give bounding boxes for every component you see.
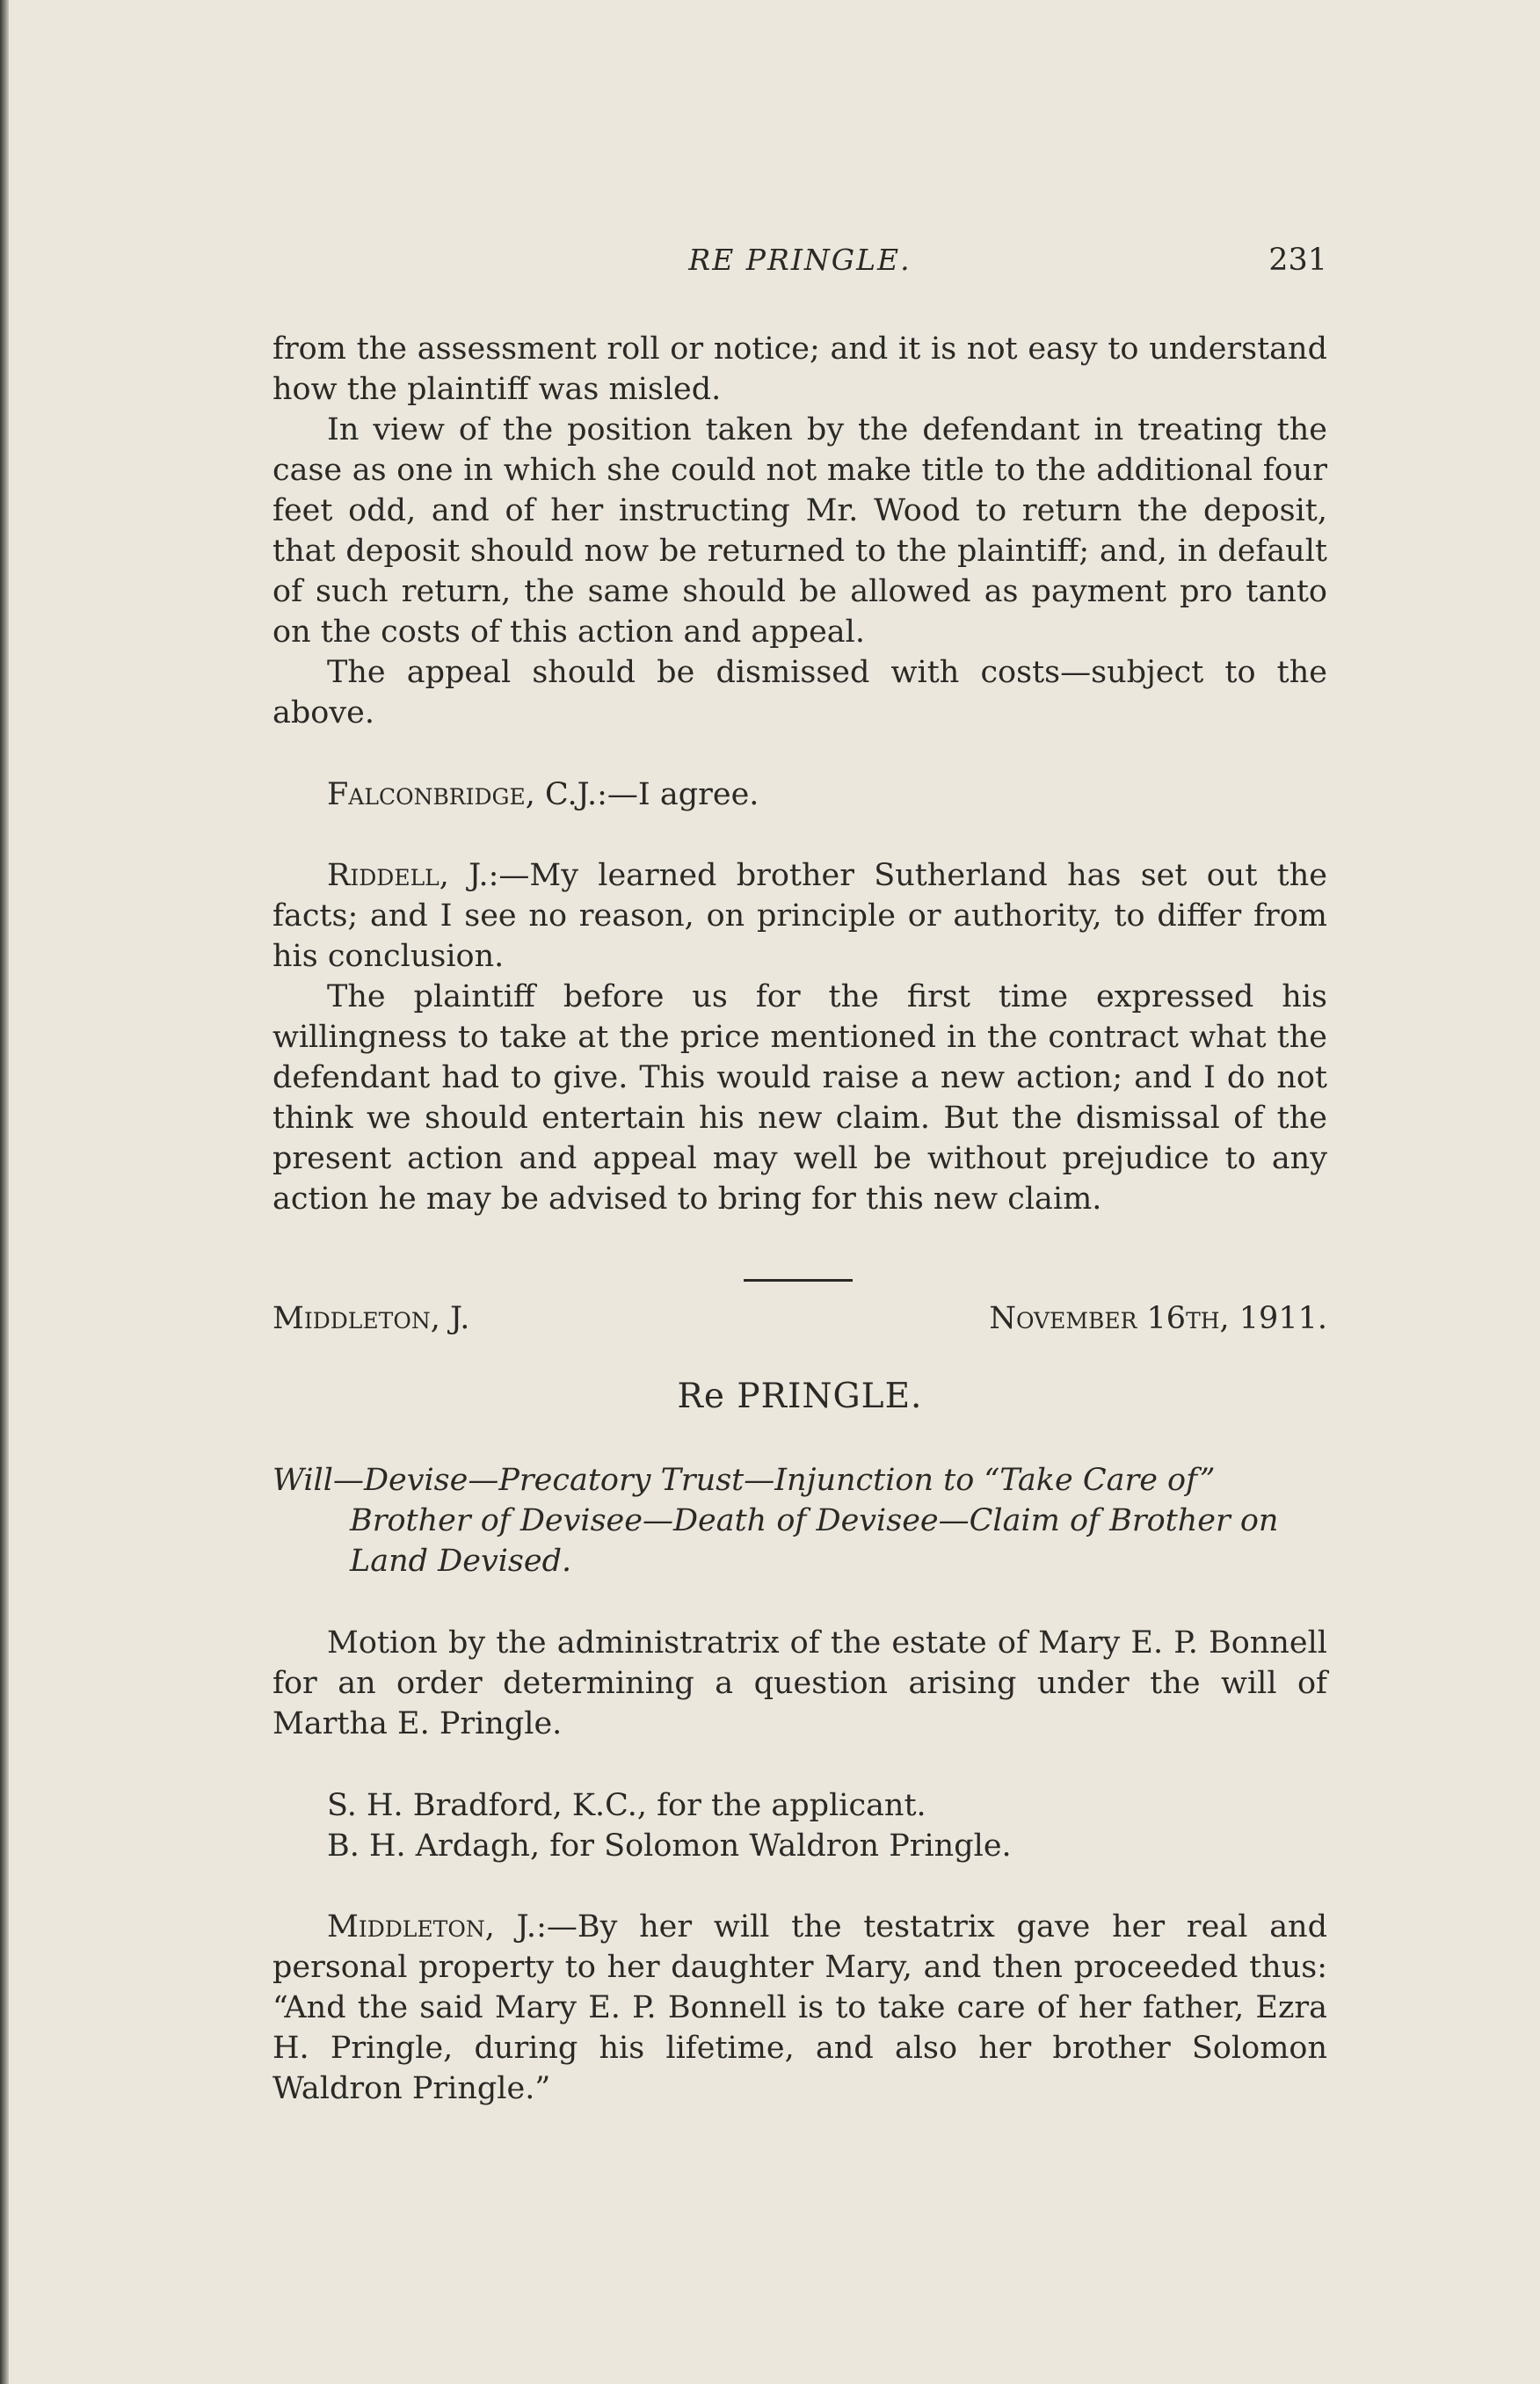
running-head: RE PRINGLE.: [688, 243, 912, 277]
case-dateline: [272, 1301, 1327, 1345]
motion-paragraph: Motion by the administratrix of the estate of Mary E. P. Bonnell for an order determining a question arising under the will of Martha E. Pringle.: [272, 1625, 1327, 1741]
falconbridge-text: :—I agree.: [597, 777, 759, 812]
case-judge: Middleton, J.: [272, 1301, 470, 1336]
opinion-continuation: [272, 329, 1327, 733]
riddell-text: :—My learned brother Sutherland has set out the facts; and I see no reason, on principle or authority, to differ from his conclusion.: [272, 858, 1327, 974]
counsel-list: [327, 1785, 1012, 1866]
falconbridge-opinion: [272, 774, 1327, 815]
paragraph-deposit: In view of the position taken by the defendant in treating the case as one in which she could not make title to the additional four feet odd, and of her instructing Mr. Wood to return the deposit, that deposit should now be returned to the plaintiff; and, in default of such return, the same should be allowed as payment pro tanto on the costs of this action and appeal.: [272, 412, 1327, 650]
judgment-text: :—By her will the testatrix gave her real and personal property to her daughter Mary, and then proceeded thus: “And the said Mary E. P. Bonnell is to take care of her father, Ezra H. Pringle, during his lifetime, and also her brother Solomon Waldron Pringle.”: [272, 1909, 1328, 2106]
case-date: November 16th, 1911.: [989, 1301, 1327, 1336]
counsel-respondent: B. H. Ardagh, for Solomon Waldron Pringle.: [327, 1828, 1012, 1864]
paragraph-appeal-dismissed: The appeal should be dismissed with costs—subject to the above.: [272, 655, 1327, 730]
page-number: 231: [1268, 243, 1327, 278]
paragraph-new-claim: The plaintiff before us for the first time expressed his willingness to take at the price mentioned in the contract what the defendant had to give. This would raise a new action; and I do not think we should entertain his new claim. But the dismissal of the present action and appeal may well be without prejudice to any action he may be advised to bring for this new claim.: [272, 979, 1327, 1217]
judge-name-falconbridge: Falconbridge, C.J.: [327, 777, 598, 812]
counsel-applicant: S. H. Bradford, K.C., for the applicant.: [327, 1788, 926, 1823]
headnote: Will—Devise—Precatory Trust—Injunction to “Take Care of” Brother of Devisee—Death of Devisee—Claim of Brother on Land Devised.: [272, 1463, 1279, 1579]
riddell-opinion: [272, 855, 1327, 1219]
page-header: [272, 243, 1327, 287]
motion-paragraph-block: [272, 1623, 1327, 1744]
middleton-judgment: [272, 1907, 1327, 2109]
case-title: Re PRINGLE.: [677, 1377, 923, 1416]
judge-name-middleton: Middleton, J.: [327, 1909, 537, 1944]
section-divider: [744, 1279, 853, 1282]
judge-name-riddell: Riddell, J.: [327, 858, 489, 893]
paragraph-assessment: from the assessment roll or notice; and it is not easy to understand how the plaintiff was misled.: [272, 331, 1327, 407]
